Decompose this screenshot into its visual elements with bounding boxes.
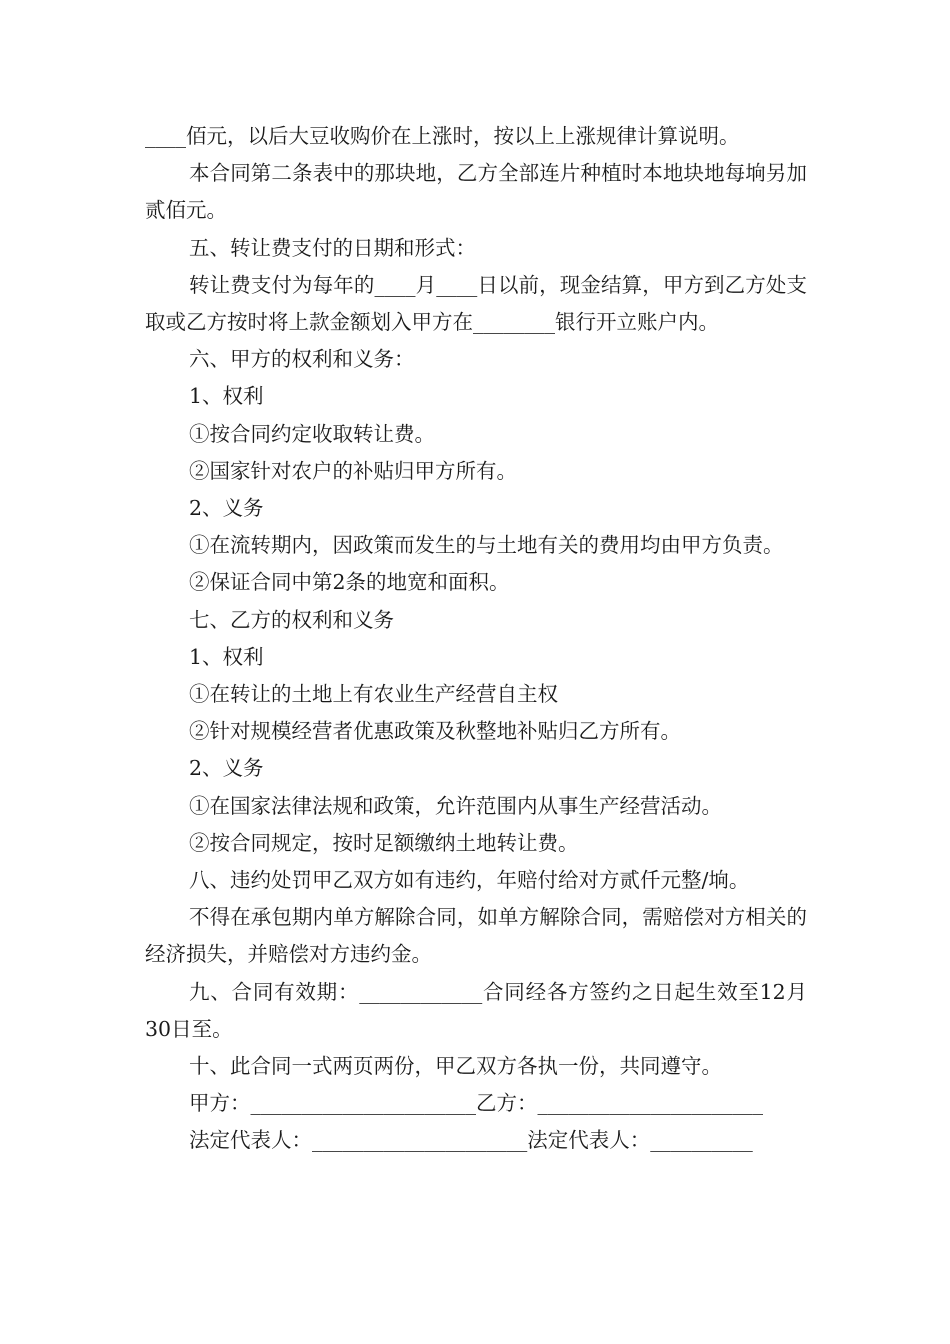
paragraph-price-continuation: ____佰元，以后大豆收购价在上涨时，按以上上涨规律计算说明。 [145,124,740,148]
signature-line-representatives: 法定代表人：_____________________法定代表人：__________ [189,1128,753,1153]
list-item-a-obligation-1: ①在流转期内，因政策而发生的与土地有关的费用均由甲方负责。 [189,533,784,558]
subheading-party-a-obligations: 2、义务 [189,496,264,521]
list-item-b-right-1: ①在转让的土地上有农业生产经营自主权 [189,682,558,707]
list-item-a-right-2: ②国家针对农户的补贴归甲方所有。 [189,458,517,483]
list-item-b-right-2: ②针对规模经营者优惠政策及秋整地补贴归乙方所有。 [189,719,681,744]
heading-section-9: 九、合同有效期：____________合同经各方签约之日起生效至12月30日至。 [145,979,807,1041]
heading-section-10: 十、此合同一式两页两份，甲乙双方各执一份，共同遵守。 [189,1054,722,1079]
list-item-b-obligation-2: ②按合同规定，按时足额缴纳土地转让费。 [189,830,579,855]
list-item-a-right-1: ①按合同约定收取转让费。 [189,421,435,446]
subheading-party-b-rights: 1、权利 [189,644,264,669]
heading-section-7: 七、乙方的权利和义务 [189,607,394,632]
subheading-party-a-rights: 1、权利 [189,384,264,409]
heading-section-8: 八、违约处罚甲乙双方如有违约，年赔付给对方贰仟元整/垧。 [189,868,750,893]
heading-section-6: 六、甲方的权利和义务： [189,347,415,372]
paragraph-payment-terms: 转让费支付为每年的____月____日以前，现金结算，甲方到乙方处支取或乙方按时将上款金额划入甲方在________银行开立账户内。 [145,272,807,335]
heading-section-5: 五、转让费支付的日期和形式： [189,235,476,260]
paragraph-extra-fee: 本合同第二条表中的那块地，乙方全部连片种植时本地块地每垧另加贰佰元。 [145,161,807,223]
subheading-party-b-obligations: 2、义务 [189,756,264,781]
signature-line-parties: 甲方：______________________乙方：______________________ [189,1091,763,1116]
list-item-b-obligation-1: ①在国家法律法规和政策，允许范围内从事生产经营活动。 [189,793,722,818]
paragraph-termination-penalty: 不得在承包期内单方解除合同，如单方解除合同，需赔偿对方相关的经济损失，并赔偿对方违约金。 [145,905,807,967]
list-item-a-obligation-2: ②保证合同中第2条的地宽和面积。 [189,570,510,595]
contract-body [145,118,807,1160]
